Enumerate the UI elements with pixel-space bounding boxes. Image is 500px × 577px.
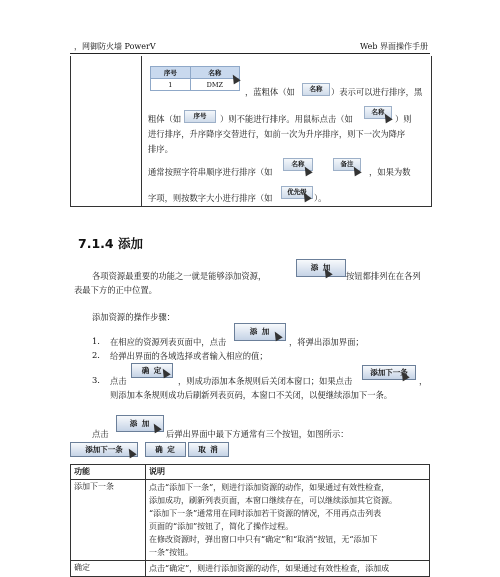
sort-line1-a: ，蓝粗体（如 [245,87,295,97]
step2-number: 2. [92,350,100,360]
clickable-header-sample: 名称 [364,106,392,119]
table-row [71,480,430,561]
step3-a: 点击 [110,376,127,386]
table-cell-function: 确定 [71,561,146,577]
string-sort-header-name: 名称 [283,158,313,171]
step1-number: 1. [92,336,100,346]
sample-sort-table [150,66,240,91]
sort-line5-b: ，如果为数 [369,167,411,177]
table-cell-description [146,561,430,577]
click-a: 点击 [92,429,109,439]
step1-b: ，将弹出添加界面； [289,337,364,347]
steps-title: 添加资源的操作步骤： [92,312,175,322]
mini-header-name: 名称 [190,67,239,79]
sort-line2-a: 粗体（如 [148,114,182,124]
step3-number: 3. [92,375,100,385]
sort-line6-b: ）。 [314,193,327,203]
numeric-sort-header: 优先级 [281,186,313,199]
unsortable-header-sample: 序号 [184,110,216,123]
confirm-button-sample: 确 定 [145,442,186,457]
table-header-description: 说明 [146,465,430,480]
section-title: 7.1.4 添加 [78,236,143,251]
mini-header-seq: 序号 [151,67,191,79]
sort-line4: 排序。 [148,144,173,154]
step3-c: ， [419,376,428,386]
mini-cell-seq: 1 [151,79,191,91]
table-cell-description [146,480,430,561]
header-left: ，网御防火墙 PowerV [74,42,156,51]
step3-b: ，则成功添加本条规则后关闭本窗口；如果点击 [178,376,353,386]
sort-line3: 进行排序，升序降序交替进行，如前一次为升序排序，则下一次为降序 [148,129,406,139]
confirm-button-sample: 确 定 [131,363,173,378]
click-b: 后弹出界面中最下方通常有三个按钮，如图所示： [166,429,349,439]
header-rule [70,53,430,54]
string-sort-header-remark: 备注 [333,158,361,171]
description-line: 页面的“添加”按钮了，简化了操作过程。 [149,522,294,531]
add-button-sample: 添 加 [234,323,286,341]
table-row [71,561,430,577]
sort-line2-c: ）则 [395,114,412,124]
button-description-table [70,464,430,577]
sort-line1-b: ）表示可以进行排序，黑 [331,87,423,97]
step2: 给弹出界面的各域选择或者输入相应的值； [110,351,268,361]
add-button-sample: 添 加 [296,259,346,277]
description-line: 在修改资源时，弹出窗口中只有“确定”和“取消”按钮，无“添加下 [149,535,378,544]
box-divider [141,56,142,206]
description-line: 点击“添加下一条”，则进行添加资源的动作，如果通过有效性检查， [149,483,390,492]
description-line: 点击“确定”，则进行添加资源的动作，如果通过有效性检查，添加成 [149,564,390,573]
step3-d: 则添加本条规则成功后刷新列表页码，本窗口不关闭，以便继续添加下一条。 [110,390,393,400]
add-button-sample: 添 加 [116,415,164,432]
sortable-header-sample: 名称 [302,83,330,96]
table-header-function: 功能 [71,465,146,480]
intro-c: 表最下方的正中位置。 [74,285,157,295]
table-cell-function: 添加下一条 [71,480,146,561]
sort-line2-b: ）则不能进行排序。用鼠标点击（如 [220,114,353,124]
sort-line6-a: 字项，则按数字大小进行排序（如 [148,193,273,203]
add-next-button-sample: 添加下一条 [70,442,138,457]
intro-a: 各项资源最重要的功能之一就是能够添加资源， [92,271,267,281]
intro-b: 按钮都排列在在各列 [346,271,421,281]
add-next-button-sample: 添加下一条 [362,365,416,380]
sort-line5-a: 通常按照字符串顺序进行排序（如 [148,167,273,177]
header-right: Web 界面操作手册 [360,42,428,51]
description-line: “添加下一条”通常用在同时添加若干资源的情况，不用再点击列表 [149,509,382,518]
step1-a: 在相应的资源列表页面中，点击 [110,337,227,347]
description-line: 添加成功，刷新列表页面，本窗口继续存在，可以继续添加其它资源。 [149,496,397,505]
mini-cell-name: DMZ [190,79,239,91]
cancel-button-sample: 取 消 [188,442,229,457]
description-line: 一条”按钮。 [149,548,194,557]
